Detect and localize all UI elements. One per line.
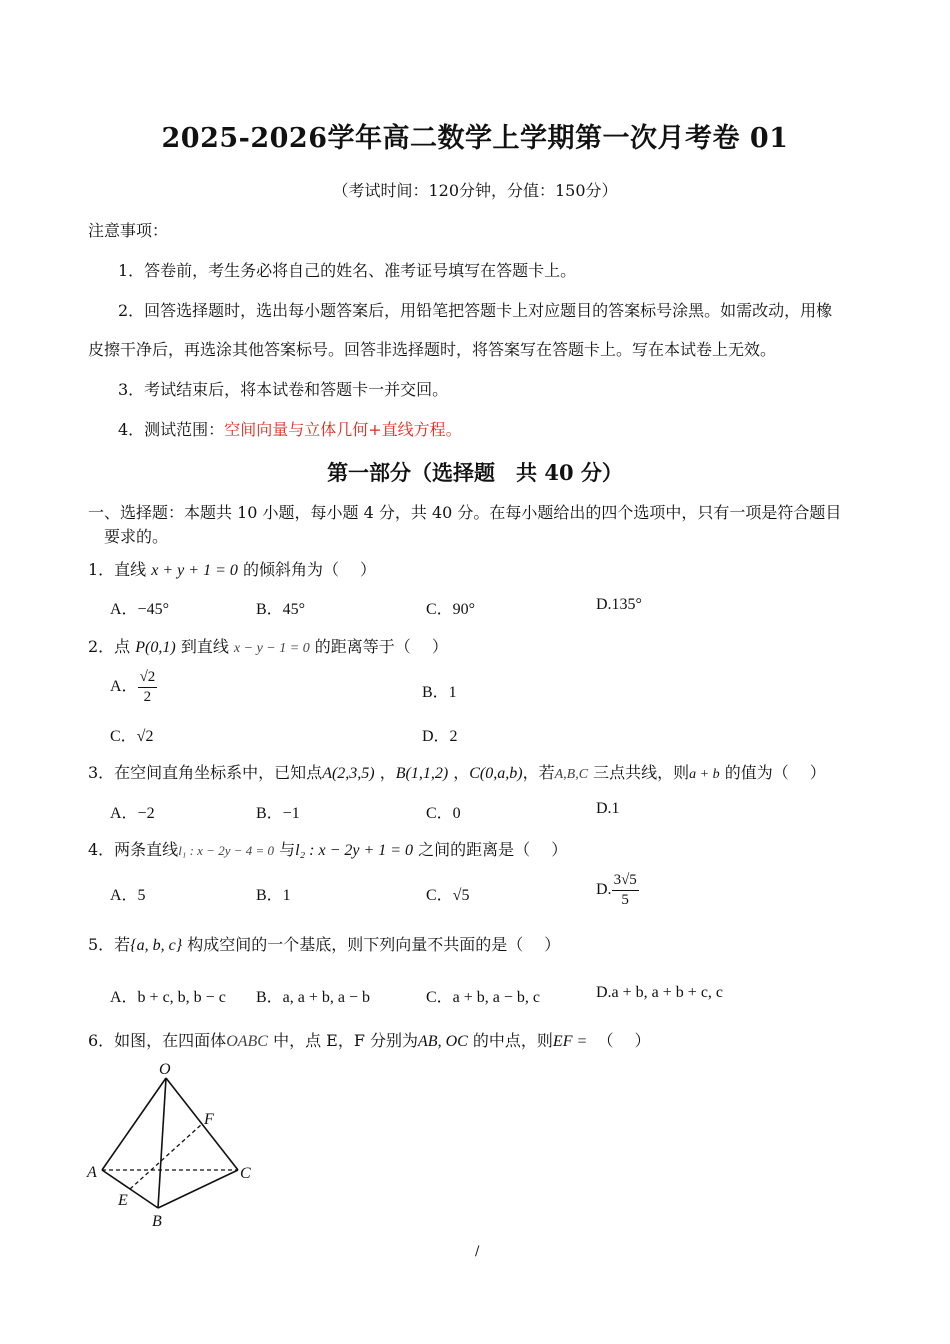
q2-option-a[interactable] [110,668,157,707]
q2-option-b[interactable]: B．1 [422,684,457,701]
note-2-line-1: 2．回答选择题时，选出每小题答案后，用铅笔把答题卡上对应题目的答案标号涂黑。如需改动，用橡 [118,301,833,320]
q3-point-b: B(1,1,2) [395,765,449,782]
q4-suffix: 之间的距离是（ ） [418,840,568,859]
q6-suffix: （ ） [597,1031,651,1050]
q5-option-d[interactable]: D.a + b, a + b + c, c [596,984,724,1001]
note-1: 1．答卷前，考生务必将自己的姓名、准考证号填写在答题卡上。 [118,261,577,280]
q3-option-c[interactable]: C．0 [426,805,461,822]
question-6 [88,1028,651,1051]
q3-point-a: A(2,3,5) [322,765,375,782]
q3-middle: ，若 [522,763,555,782]
q6-prefix: 6．如图，在四面体 [88,1031,227,1050]
q3-suffix: 的值为（ ） [724,763,826,782]
q2-line-equation: x − y − 1 = 0 [233,641,310,656]
q2-suffix: 的距离等于（ ） [314,637,448,656]
q5-option-b[interactable]: B．a, a + b, a − b [256,989,371,1006]
point-label-e: E [118,1192,128,1209]
edge-bc [158,1170,238,1208]
note-2-line-2: 皮擦干净后，再选涂其他答案标号。回答非选择题时，将答案写在答题卡上。写在本试卷上无效。 [88,340,777,359]
q4-option-d[interactable] [596,871,639,910]
q3-prefix: 3．在空间直角坐标系中，已知点 [88,763,323,782]
q1-option-d[interactable]: D.135° [596,596,642,613]
q4-option-a[interactable]: A．5 [110,887,146,904]
q4-middle: 与 [279,840,296,859]
test-scope: 空间向量与立体几何+直线方程。 [224,420,462,439]
q1-suffix: 的倾斜角为（ ） [242,560,377,579]
notes-heading: 注意事项： [88,221,169,240]
question-4 [88,837,567,860]
note-4 [118,417,462,440]
q5-option-c[interactable]: C．a + b, a − b, c [426,989,541,1006]
tetrahedron-figure [82,1060,272,1230]
vertex-label-a: A [87,1164,97,1181]
q3-points-abc: A,B,C [554,767,589,782]
fraction-denominator: 5 [621,892,629,908]
part1-title: 第一部分（选择题 共 40 分） [327,460,623,485]
q1-line-equation: x + y + 1 = 0 [151,562,238,579]
q4-option-b[interactable]: B．1 [256,887,291,904]
edge-oc [166,1078,238,1170]
q4-line-1: l₁ : x − 2y − 4 = 0 [178,843,275,858]
q6-middle: 中，点 E，F 分别为 [273,1031,419,1050]
q2-point: P(0,1) [135,639,176,656]
q2-option-a-fraction [138,668,158,707]
question-3: 3．在空间直角坐标系中，已知点A(2,3,5) ，B(1,1,2) ，C(0,a,b)，若A,B,C 三点共线，则a + b 的值为（ ） [88,763,826,782]
note-4-prefix: 4．测试范围： [118,420,225,439]
q1-option-a[interactable]: A．−45° [110,601,169,618]
fraction-numerator: 3√5 [612,871,639,891]
vertex-label-c: C [240,1165,251,1182]
q1-prefix: 1．直线 [88,560,147,579]
part1-intro-line-1: 一、选择题：本题共 10 小题，每小题 4 分，共 40 分。在每小题给出的四个选项中，只有一项是符合题目 [88,503,842,522]
note-3: 3．考试结束后，将本试卷和答题卡一并交回。 [118,380,449,399]
fraction-denominator: 2 [143,689,152,705]
q3-option-d[interactable]: D.1 [596,800,620,817]
q5-suffix: 构成空间的一个基底，则下列向量不共面的是（ ） [187,935,561,954]
edge-oa [102,1078,166,1170]
q4-line-2: l₂ : x − 2y + 1 = 0 [295,842,414,859]
point-label-f: F [204,1111,214,1128]
q6-vector-ef: EF = [552,1033,588,1050]
q2-prefix: 2．点 [88,637,131,656]
q2-middle: 到直线 [180,637,229,656]
q6-segments: AB, OC [418,1033,468,1050]
fraction-numerator: √2 [138,668,158,688]
q3-option-b[interactable]: B．−1 [256,805,300,822]
q1-option-c[interactable]: C．90° [426,601,476,618]
q5-option-a[interactable]: A．b + c, b, b − c [110,989,226,1006]
q6-tetrahedron: OABC [226,1033,268,1050]
q4-option-d-label: D. [596,881,612,899]
q2-option-d[interactable]: D．2 [422,728,458,745]
q4-option-d-fraction [612,871,639,910]
question-2 [88,634,448,657]
page-footer: / [475,1244,480,1259]
vertex-label-o: O [159,1061,171,1078]
question-1 [88,557,376,580]
q3-point-c: C(0,a,b) [469,765,523,782]
q4-option-c[interactable]: C．√5 [426,887,470,904]
q1-option-b[interactable]: B．45° [256,601,306,618]
question-5 [88,932,560,955]
segment-ef [130,1124,202,1189]
vertex-label-b: B [152,1213,162,1230]
q4-prefix: 4．两条直线 [88,840,179,859]
q2-option-c[interactable]: C．√2 [110,728,154,745]
q5-basis: {a, b, c} [130,937,183,954]
q5-prefix: 5．若 [88,935,131,954]
q6-middle-2: 的中点，则 [472,1031,553,1050]
part1-intro-line-2: 要求的。 [104,527,169,546]
q3-middle-2: 三点共线，则 [593,763,690,782]
q3-sum-ab: a + b [689,767,720,782]
exam-subtitle: （考试时间：120分钟，分值：150分） [332,181,618,200]
exam-title: 2025-2026学年高二数学上学期第一次月考卷 01 [161,123,789,154]
q3-option-a[interactable]: A．−2 [110,805,155,822]
edge-ob [158,1078,166,1208]
q2-option-a-label: A． [110,678,138,696]
